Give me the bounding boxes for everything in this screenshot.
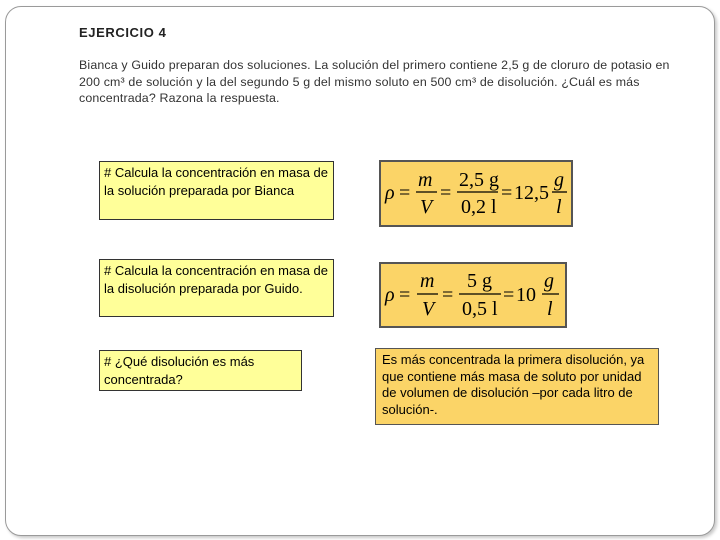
volume-value: 0,2 l (461, 196, 497, 218)
unit-denominator: l (547, 298, 553, 320)
volume-symbol: V (422, 298, 435, 320)
result-value: 12,5 (514, 182, 549, 204)
mass-symbol: m (420, 270, 435, 292)
question-box-guido (99, 259, 334, 317)
equals-sign: = (503, 284, 515, 306)
question-text: # Calcula la concentración en masa de la disolución preparada por Guido. (104, 263, 329, 296)
equals-sign: = (501, 182, 513, 204)
density-formula-bianca (381, 162, 571, 225)
question-text: # Calcula la concentración en masa de la solución preparada por Bianca (104, 165, 329, 198)
question-box-bianca (99, 161, 334, 220)
problem-statement: Bianca y Guido preparan dos soluciones. La solución del primero contiene 2,5 g de cloruro de potasio en 200 cm³ de solución y la del segundo 5 g del mismo soluto en 500 cm³ de disolución. ¿Cuál es más concentrada? Razona la respuesta. (79, 58, 670, 105)
mass-value: 5 g (467, 270, 492, 292)
rho-symbol: ρ (385, 284, 395, 306)
rho-symbol: ρ (385, 182, 395, 204)
question-box-comparison (99, 350, 302, 391)
mass-symbol: m (418, 169, 433, 191)
volume-value: 0,5 l (462, 298, 498, 320)
formula-box-bianca (379, 160, 573, 227)
question-text: # ¿Qué disolución es más concentrada? (104, 354, 255, 387)
result-value: 10 (516, 284, 536, 306)
volume-symbol: V (420, 196, 433, 218)
answer-text: Es más concentrada la primera disolución, ya que contiene más masa de soluto por unidad de volumen de disolución –por cada litro de solución-. (382, 352, 645, 417)
equals-sign: = (399, 182, 411, 204)
equals-sign: = (440, 182, 452, 204)
density-formula-guido (381, 264, 565, 326)
unit-denominator: l (556, 196, 562, 218)
formula-box-guido (379, 262, 567, 328)
exercise-title: EJERCICIO 4 (79, 25, 167, 40)
unit-numerator: g (544, 270, 554, 292)
unit-numerator: g (554, 169, 564, 191)
equals-sign: = (399, 284, 411, 306)
equals-sign: = (442, 284, 454, 306)
answer-box (375, 348, 659, 425)
mass-value: 2,5 g (459, 169, 499, 191)
